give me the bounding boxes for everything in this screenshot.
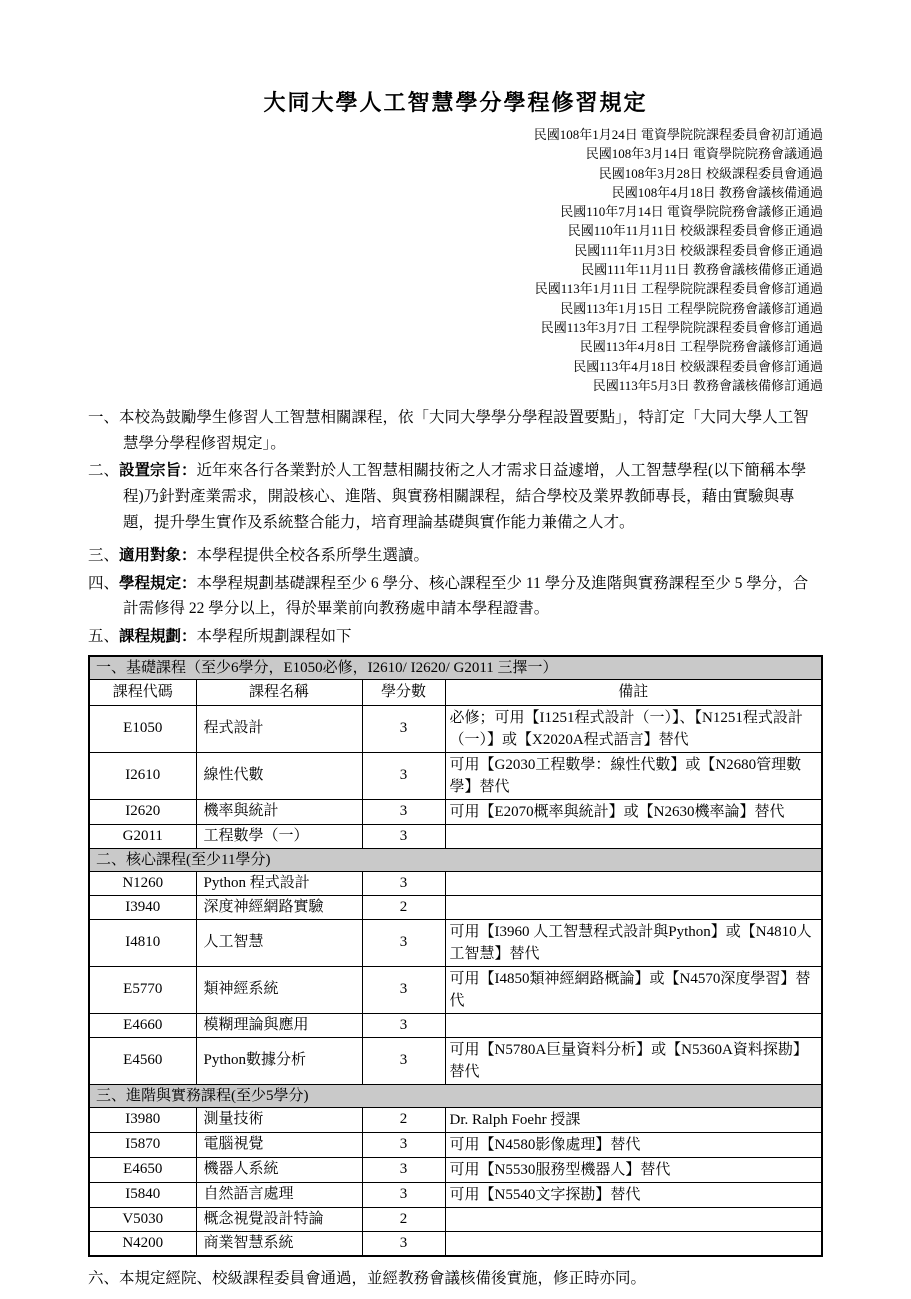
cell-credits: 2 (362, 895, 445, 919)
cell-credits: 3 (362, 1231, 445, 1256)
cell-credits: 3 (362, 705, 445, 752)
cell-remark: 可用【N4580影像處理】替代 (445, 1132, 822, 1157)
cell-course-code: I2610 (89, 752, 196, 799)
cell-remark (445, 1207, 822, 1231)
cell-credits: 3 (362, 966, 445, 1013)
table-row (89, 1037, 822, 1084)
cell-remark (445, 1231, 822, 1256)
cell-course-code: N1260 (89, 871, 196, 895)
cell-credits: 3 (362, 919, 445, 966)
column-header: 課程代碼 (89, 679, 196, 705)
cell-course-code: I3940 (89, 895, 196, 919)
cell-remark: 可用【N5530服務型機器人】替代 (445, 1157, 822, 1182)
table-section-title: 二、核心課程(至少11學分) (89, 848, 822, 871)
revision-line: 民國108年4月18日 教務會議核備通過 (611, 184, 823, 200)
table-section-title: 三、進階與實務課程(至少5學分) (89, 1084, 822, 1107)
clause-text: 本學程所規劃課程如下 (196, 627, 352, 645)
cell-course-name: 線性代數 (196, 752, 362, 799)
clause-text: 本學程規劃基礎課程至少 6 學分、核心課程至少 11 學分及進階與實務課程至少 5 學分，合計需修得 22 學分以上，得於畢業前向教務處申請本學程證書。 (123, 574, 809, 618)
table-row (89, 1182, 822, 1207)
cell-remark: 可用【N5540文字探勘】替代 (445, 1182, 822, 1207)
cell-course-name: 測量技術 (196, 1107, 362, 1132)
cell-course-code: G2011 (89, 824, 196, 848)
clause (88, 543, 823, 569)
cell-course-code: V5030 (89, 1207, 196, 1231)
table-row (89, 895, 822, 919)
cell-course-name: 機率與統計 (196, 799, 362, 824)
cell-remark: 可用【I4850類神經網路概論】或【N4570深度學習】替代 (445, 966, 822, 1013)
table-row (89, 1157, 822, 1182)
clauses (88, 405, 823, 649)
table-section-header-row (89, 848, 822, 871)
cell-remark: 可用【G2030工程數學：線性代數】或【N2680管理數學】替代 (445, 752, 822, 799)
cell-course-code: I2620 (89, 799, 196, 824)
clause-heading: 學程規定： (119, 574, 197, 592)
cell-credits: 3 (362, 799, 445, 824)
table-row (89, 1013, 822, 1037)
cell-credits: 2 (362, 1107, 445, 1132)
cell-course-code: N4200 (89, 1231, 196, 1256)
clause-heading: 設置宗旨： (119, 462, 197, 480)
clause-number: 五、 (88, 627, 120, 645)
cell-remark: 可用【I3960 人工智慧程式設計與Python】或【N4810人工智慧】替代 (445, 919, 822, 966)
page-title: 大同大學人工智慧學分學程修習規定 (263, 90, 648, 115)
table-row (89, 919, 822, 966)
column-header: 備註 (445, 679, 822, 705)
table-row (89, 1207, 822, 1231)
cell-course-code: E5770 (89, 966, 196, 1013)
cell-credits: 3 (362, 1013, 445, 1037)
cell-course-name: 自然語言處理 (196, 1182, 362, 1207)
table-row (89, 871, 822, 895)
clause (88, 624, 823, 650)
table-column-header-row (89, 679, 822, 705)
cell-course-code: E4560 (89, 1037, 196, 1084)
cell-credits: 3 (362, 824, 445, 848)
cell-credits: 3 (362, 752, 445, 799)
table-row (89, 824, 822, 848)
cell-course-name: Python數據分析 (196, 1037, 362, 1084)
cell-remark (445, 824, 822, 848)
revision-line: 民國113年1月11日 工程學院院課程委員會修訂通過 (534, 281, 823, 297)
revision-line: 民國113年4月18日 校級課程委員會修訂通過 (573, 358, 823, 374)
clause-heading: 課程規劃： (119, 627, 197, 645)
cell-course-name: 程式設計 (196, 705, 362, 752)
clause-text: 近年來各行各業對於人工智慧相關技術之人才需求日益遽增，人工智慧學程(以下簡稱本學程)乃針對產業需求，開設核心、進階、與實務相關課程，結合學校及業界教師專長，藉由實驗與專題，提升學生實作及系統整合能力，培育理論基礎與實作能力兼備之人才。 (123, 462, 807, 531)
clause-number: 二、 (88, 462, 120, 480)
cell-course-code: E4660 (89, 1013, 196, 1037)
revision-line: 民國113年5月3日 教務會議核備修訂通過 (592, 377, 823, 393)
revision-line: 民國113年3月7日 工程學院院課程委員會修訂通過 (540, 319, 823, 335)
revision-line: 民國111年11月11日 教務會議核備修正通過 (581, 262, 823, 278)
cell-remark (445, 895, 822, 919)
cell-course-name: 概念視覺設計特論 (196, 1207, 362, 1231)
clause-number: 三、 (88, 547, 120, 565)
clause-text: 本學程提供全校各系所學生選讀。 (196, 547, 430, 565)
cell-course-name: 電腦視覺 (196, 1132, 362, 1157)
cell-credits: 2 (362, 1207, 445, 1231)
clause-text: 本規定經院、校級課程委員會通過，並經教務會議核備後實施，修正時亦同。 (119, 1269, 647, 1287)
cell-course-name: Python 程式設計 (196, 871, 362, 895)
cell-course-code: I5870 (89, 1132, 196, 1157)
clause-heading: 適用對象： (119, 547, 197, 565)
column-header: 課程名稱 (196, 679, 362, 705)
cell-course-name: 模糊理論與應用 (196, 1013, 362, 1037)
revision-line: 民國108年1月24日 電資學院院課程委員會初訂通過 (533, 127, 823, 142)
cell-credits: 3 (362, 1182, 445, 1207)
clause-number: 一、 (88, 409, 120, 427)
table-row (89, 1132, 822, 1157)
revision-line: 民國113年1月15日 工程學院院務會議修訂通過 (560, 300, 823, 316)
revision-line: 民國113年4月8日 工程學院務會議修訂通過 (579, 339, 823, 355)
cell-remark (445, 1013, 822, 1037)
clause-number: 四、 (88, 574, 120, 592)
cell-course-code: I3980 (89, 1107, 196, 1132)
course-table-body (89, 656, 822, 1256)
cell-course-name: 商業智慧系統 (196, 1231, 362, 1256)
table-row (89, 705, 822, 752)
table-row (89, 799, 822, 824)
cell-remark: 可用【E2070概率與統計】或【N2630機率論】替代 (445, 799, 822, 824)
revision-line: 民國108年3月28日 校級課程委員會通過 (598, 165, 823, 181)
revision-line: 民國108年3月14日 電資學院院務會議通過 (585, 146, 823, 162)
column-header: 學分數 (362, 679, 445, 705)
cell-course-name: 人工智慧 (196, 919, 362, 966)
cell-credits: 3 (362, 1037, 445, 1084)
clause-text: 本校為鼓勵學生修習人工智慧相關課程，依「大同大學學分學程設置要點」，特訂定「大同大學人工智慧學分學程修習規定」。 (119, 409, 809, 452)
cell-remark: 可用【N5780A巨量資料分析】或【N5360A資料探勘】替代 (445, 1037, 822, 1084)
table-row (89, 752, 822, 799)
cell-course-name: 機器人系統 (196, 1157, 362, 1182)
clause-number: 六、 (88, 1269, 120, 1287)
cell-course-code: I5840 (89, 1182, 196, 1207)
table-row (89, 1231, 822, 1256)
clause (88, 405, 823, 456)
cell-remark: Dr. Ralph Foehr 授課 (445, 1107, 822, 1132)
cell-course-name: 類神經系統 (196, 966, 362, 1013)
cell-credits: 3 (362, 1157, 445, 1182)
closing-clause (88, 1266, 823, 1292)
table-section-title: 一、基礎課程（至少6學分，E1050必修，I2610/ I2620/ G2011 三擇一） (89, 656, 822, 680)
table-section-header-row (89, 1084, 822, 1107)
revision-line: 民國110年11月11日 校級課程委員會修正通過 (567, 223, 823, 239)
cell-course-name: 工程數學（一） (196, 824, 362, 848)
cell-course-code: I4810 (89, 919, 196, 966)
revision-line: 民國111年11月3日 校級課程委員會修正通過 (574, 242, 823, 258)
cell-credits: 3 (362, 1132, 445, 1157)
cell-remark: 必修；可用【I1251程式設計（一）】、【N1251程式設計（一）】或【X2020A程式語言】替代 (445, 705, 822, 752)
cell-credits: 3 (362, 871, 445, 895)
cell-course-code: E4650 (89, 1157, 196, 1182)
revision-line: 民國110年7月14日 電資學院院務會議修正通過 (560, 204, 823, 220)
cell-course-code: E1050 (89, 705, 196, 752)
table-row (89, 1107, 822, 1132)
clause (88, 571, 823, 622)
table-row (89, 966, 822, 1013)
cell-course-name: 深度神經網路實驗 (196, 895, 362, 919)
course-table (88, 655, 823, 1257)
revision-history (88, 125, 823, 395)
cell-remark (445, 871, 822, 895)
clause (88, 458, 823, 535)
table-section-header-row (89, 656, 822, 680)
